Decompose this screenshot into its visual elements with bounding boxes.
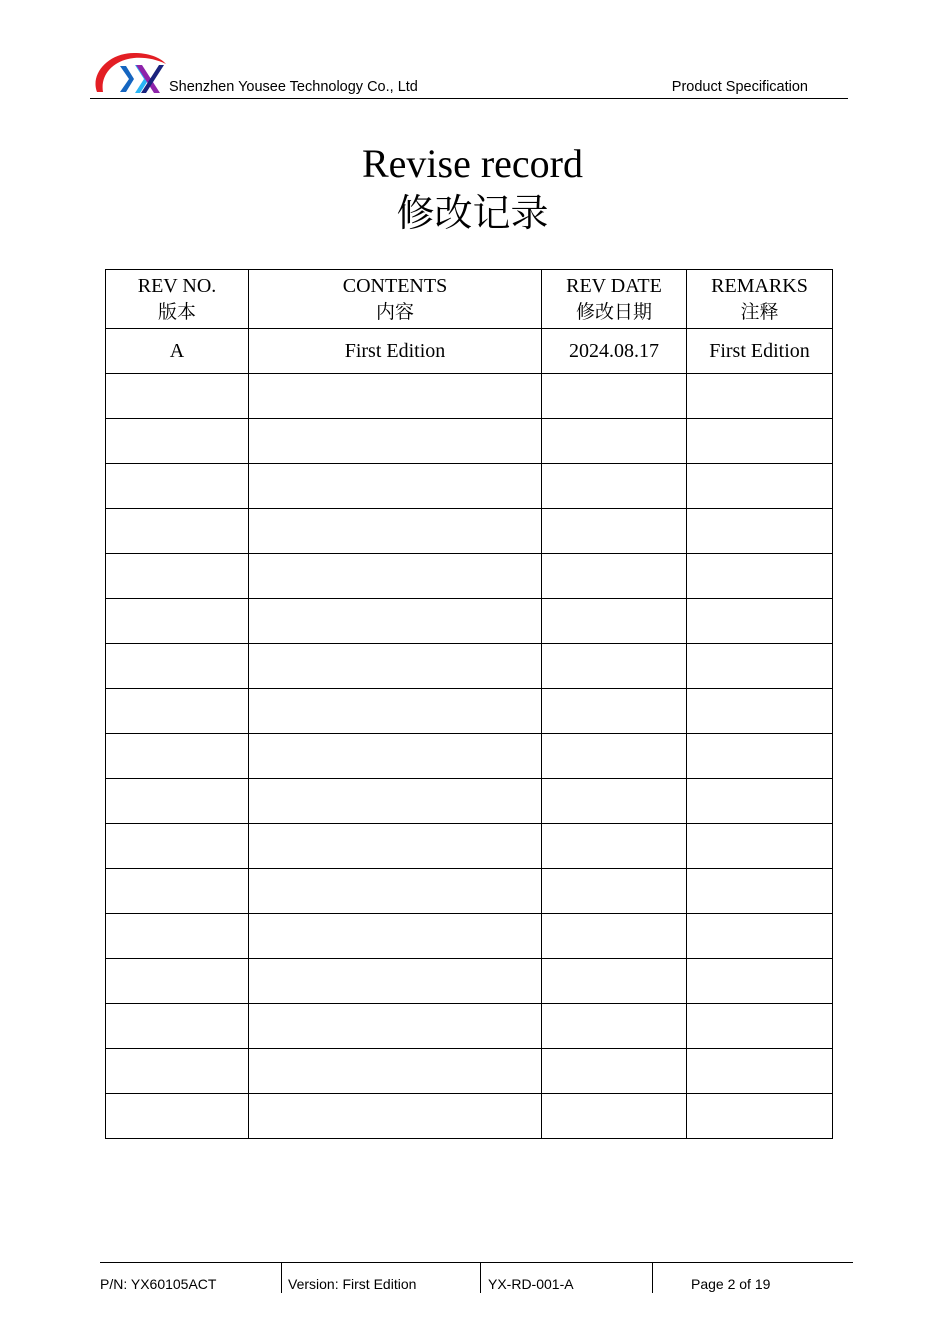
page-title-english: Revise record bbox=[361, 141, 583, 186]
table-row bbox=[106, 464, 833, 509]
contents-cell bbox=[249, 914, 542, 959]
rev-date-cell bbox=[542, 959, 687, 1004]
rev-no-cell bbox=[106, 959, 249, 1004]
table-row bbox=[106, 374, 833, 419]
rev-date-cell bbox=[542, 509, 687, 554]
table-row bbox=[106, 1094, 833, 1139]
table-row bbox=[106, 869, 833, 914]
rev-no-cell bbox=[106, 419, 249, 464]
remarks-cell bbox=[687, 464, 833, 509]
table-row bbox=[106, 419, 833, 464]
header-contents: CONTENTS 内容 bbox=[249, 270, 542, 329]
rev-date-cell bbox=[542, 779, 687, 824]
rev-no-cell bbox=[106, 509, 249, 554]
table-row bbox=[106, 689, 833, 734]
document-type: Product Specification bbox=[671, 79, 808, 95]
contents-cell bbox=[249, 824, 542, 869]
rev-date-cell bbox=[542, 824, 687, 869]
contents-cell bbox=[249, 419, 542, 464]
page-header bbox=[90, 48, 848, 99]
rev-no-cell bbox=[106, 869, 249, 914]
rev-no-cell bbox=[106, 1004, 249, 1049]
table-row bbox=[106, 329, 833, 374]
contents-cell bbox=[249, 464, 542, 509]
rev-no-cell bbox=[106, 554, 249, 599]
remarks-cell bbox=[687, 1004, 833, 1049]
contents-cell bbox=[249, 644, 542, 689]
rev-no-cell bbox=[106, 689, 249, 734]
contents-cell bbox=[249, 689, 542, 734]
remarks-cell bbox=[687, 644, 833, 689]
header-divider bbox=[90, 98, 848, 99]
rev-date-cell bbox=[542, 734, 687, 779]
table-row bbox=[106, 959, 833, 1004]
rev-date-cell bbox=[542, 1049, 687, 1094]
rev-no-cell bbox=[106, 734, 249, 779]
remarks-cell bbox=[687, 914, 833, 959]
remarks-cell bbox=[687, 509, 833, 554]
contents-cell bbox=[249, 869, 542, 914]
rev-no-cell bbox=[106, 824, 249, 869]
remarks-cell bbox=[687, 689, 833, 734]
table-row bbox=[106, 824, 833, 869]
rev-date-cell bbox=[542, 554, 687, 599]
remarks-cell bbox=[687, 959, 833, 1004]
contents-cell bbox=[249, 1049, 542, 1094]
rev-date-cell bbox=[542, 374, 687, 419]
remarks-cell bbox=[687, 1094, 833, 1139]
table-row bbox=[106, 779, 833, 824]
header-remarks: REMARKS 注释 bbox=[687, 270, 833, 329]
contents-cell: First Edition bbox=[249, 329, 542, 374]
rev-no-cell bbox=[106, 464, 249, 509]
table-row bbox=[106, 914, 833, 959]
contents-cell bbox=[249, 959, 542, 1004]
remarks-cell bbox=[687, 554, 833, 599]
table-row bbox=[106, 599, 833, 644]
rev-date-cell bbox=[542, 869, 687, 914]
contents-cell bbox=[249, 1094, 542, 1139]
remarks-cell bbox=[687, 419, 833, 464]
revision-table bbox=[105, 269, 833, 1139]
remarks-cell bbox=[687, 374, 833, 419]
rev-no-cell bbox=[106, 914, 249, 959]
table-row bbox=[106, 1049, 833, 1094]
page-title-chinese: 修改记录 bbox=[396, 191, 549, 235]
contents-cell bbox=[249, 734, 542, 779]
contents-cell bbox=[249, 599, 542, 644]
contents-cell bbox=[249, 1004, 542, 1049]
rev-no-cell bbox=[106, 1049, 249, 1094]
rev-no-cell bbox=[106, 779, 249, 824]
rev-date-cell bbox=[542, 599, 687, 644]
remarks-cell: First Edition bbox=[687, 329, 833, 374]
page-footer: P/N: YX60105ACT Version: First Edition YX-RD-001-A Page 2 of 19 bbox=[100, 1262, 853, 1293]
footer-divider bbox=[480, 1263, 481, 1293]
rev-no-cell bbox=[106, 644, 249, 689]
rev-no-cell bbox=[106, 599, 249, 644]
rev-date-cell bbox=[542, 914, 687, 959]
footer-divider bbox=[281, 1263, 282, 1293]
table-row bbox=[106, 1004, 833, 1049]
rev-date-cell bbox=[542, 464, 687, 509]
remarks-cell bbox=[687, 824, 833, 869]
company-name: Shenzhen Yousee Technology Co., Ltd bbox=[169, 79, 418, 95]
table-row bbox=[106, 734, 833, 779]
contents-cell bbox=[249, 779, 542, 824]
remarks-cell bbox=[687, 779, 833, 824]
contents-cell bbox=[249, 509, 542, 554]
table-row bbox=[106, 509, 833, 554]
table-row bbox=[106, 644, 833, 689]
table-row bbox=[106, 554, 833, 599]
yousee-logo-icon bbox=[90, 48, 168, 98]
rev-date-cell bbox=[542, 419, 687, 464]
rev-date-cell bbox=[542, 1094, 687, 1139]
header-rev-date: REV DATE 修改日期 bbox=[542, 270, 687, 329]
remarks-cell bbox=[687, 869, 833, 914]
rev-no-cell: A bbox=[106, 329, 249, 374]
rev-date-cell bbox=[542, 1004, 687, 1049]
contents-cell bbox=[249, 374, 542, 419]
remarks-cell bbox=[687, 1049, 833, 1094]
rev-date-cell bbox=[542, 644, 687, 689]
contents-cell bbox=[249, 554, 542, 599]
rev-date-cell bbox=[542, 689, 687, 734]
rev-no-cell bbox=[106, 1094, 249, 1139]
footer-divider bbox=[652, 1263, 653, 1293]
rev-date-cell: 2024.08.17 bbox=[542, 329, 687, 374]
remarks-cell bbox=[687, 734, 833, 779]
remarks-cell bbox=[687, 599, 833, 644]
rev-no-cell bbox=[106, 374, 249, 419]
table-header-row bbox=[106, 270, 833, 329]
header-rev-no: REV NO. 版本 bbox=[106, 270, 249, 329]
